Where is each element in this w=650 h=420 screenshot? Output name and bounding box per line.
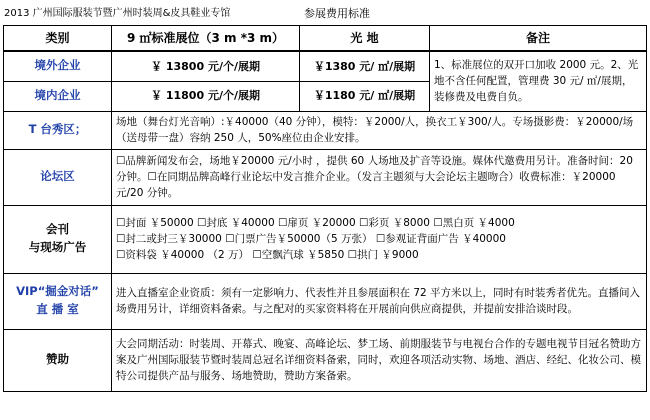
forum-detail: ☐品牌新闻发布会，场地￥20000 元/小时 ，提供 60 人场地及扩音等设施。媒体代邀费用另计。准备时间：20 分钟。☐在同期品牌高峰行业论坛中发言推介企业。（发言主题须与大会论坛主题吻合）收费标准：￥20000 元/20 分钟。 bbox=[112, 149, 647, 205]
domestic-label: 境内企业 bbox=[4, 81, 112, 111]
ads-label-line1: 会刊 bbox=[46, 222, 69, 237]
col-booth-header: 9 ㎡标准展位（3 m *3 m） bbox=[112, 26, 300, 52]
overseas-label: 境外企业 bbox=[4, 51, 112, 81]
table-row-forum bbox=[4, 149, 647, 205]
table-row-runway bbox=[4, 111, 647, 149]
table-header-row bbox=[4, 26, 647, 52]
page-header bbox=[4, 6, 644, 22]
sponsor-label: 赞助 bbox=[4, 329, 112, 391]
fee-table bbox=[3, 25, 647, 392]
ads-line-2: ☐封二或封三￥30000 ☐门票广告￥50000（5 万张） ☐参观证背面广告 ￥40000 bbox=[116, 232, 506, 245]
table-row-ads bbox=[4, 205, 647, 273]
vip-detail: 进入直播室企业资质：须有一定影响力、代表性并且参展面积在 72 平方米以上，同时有时装秀者优先。直播间入场费用另计，详细资料备索。与之配对的买家资料将在开展前向供应商提供，并提前安排洽谈时段。 bbox=[112, 273, 647, 329]
ads-detail bbox=[112, 205, 647, 273]
col-category-header: 类别 bbox=[4, 26, 112, 52]
booth-note: 1、标准展位的双开口加收 2000 元。2、光地不含任何配置，管理费 30 元/ ㎡/展期，装修费及电费自负。 bbox=[430, 51, 647, 111]
table-row-sponsor bbox=[4, 329, 647, 391]
ads-label-line2: 与现场广告 bbox=[28, 240, 87, 254]
col-note-header: 备注 bbox=[430, 26, 647, 52]
vip-label-line2: 直 播 室 bbox=[36, 302, 79, 316]
fee-standard-subtitle: 参展费用标准 bbox=[304, 7, 370, 20]
ads-line-3: ☐资料袋 ￥40000 （2 万） ☐空飘汽球 ￥5850 ☐拱门 ￥9000 bbox=[116, 249, 419, 262]
table-row-vip bbox=[4, 273, 647, 329]
exhibition-title: 2013 广州国际服装节暨广州时装周&皮具鞋业专馆 bbox=[4, 8, 231, 19]
overseas-booth-price: ￥ 13800 元/个/展期 bbox=[112, 51, 300, 81]
col-raw-space-header: 光 地 bbox=[300, 26, 430, 52]
overseas-raw-price: ￥1380 元/ ㎡/展期 bbox=[300, 51, 430, 81]
sponsor-detail: 大会同期活动：时装周、开幕式、晚宴、高峰论坛、梦工场、前期服装节与电视台合作的专题电视节目冠名赞助方案及广州国际服装节暨时装周总冠名详细资料备索，同时，欢迎各项活动实物、场地、酒店、经纪、化妆公司、模特公司提供产品与服务、场地赞助，赞助方案备索。 bbox=[112, 329, 647, 391]
domestic-booth-price: ￥ 11800 元/个/展期 bbox=[112, 81, 300, 111]
runway-label: T 台秀区； bbox=[4, 111, 112, 149]
vip-label-line1: VIP“掘金对话” bbox=[16, 284, 99, 299]
vip-label bbox=[4, 273, 112, 329]
forum-label: 论坛区 bbox=[4, 149, 112, 205]
domestic-raw-price: ￥1180 元/ ㎡/展期 bbox=[300, 81, 430, 111]
runway-detail: 场地（舞台灯光音响）:￥40000（40 分钟），模特：￥2000/人，换衣工￥300/人。专场摄影费：￥20000/场（送母带一盘）容纳 250 人，50%座位由企业安排。 bbox=[112, 111, 647, 149]
table-row-overseas bbox=[4, 51, 647, 81]
ads-label bbox=[4, 205, 112, 273]
ads-line-1: ☐封面 ￥50000 ☐封底 ￥40000 ☐扉页 ￥20000 ☐彩页 ￥8000 ☐黑白页 ￥4000 bbox=[116, 216, 515, 229]
